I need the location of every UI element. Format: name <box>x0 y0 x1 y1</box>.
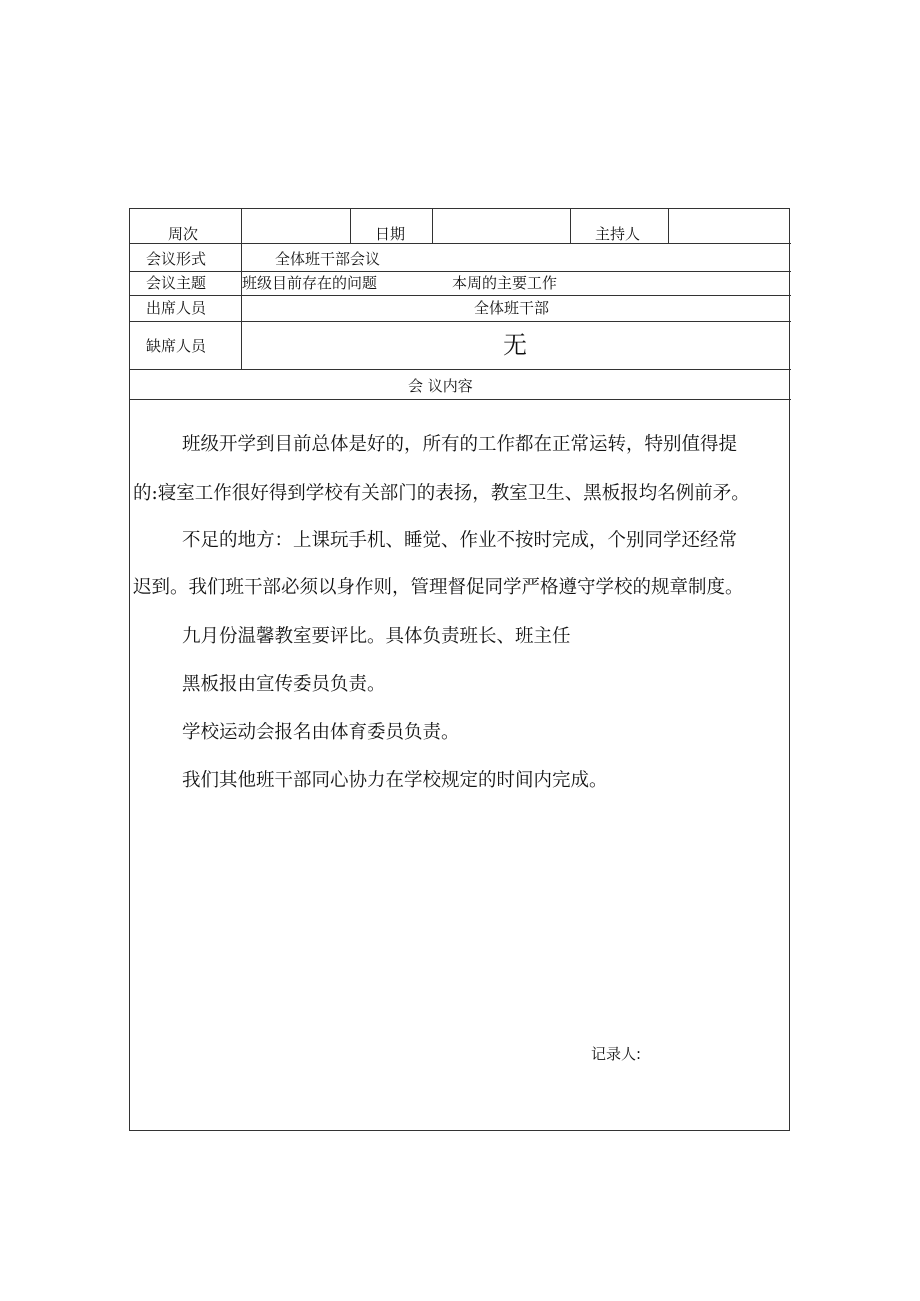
row-divider <box>130 243 791 244</box>
attendees-label: 出席人员 <box>146 299 207 317</box>
content-heading: 会 议内容 <box>408 377 473 395</box>
date-label: 日期 <box>375 225 406 243</box>
row-divider <box>130 295 791 296</box>
content-paragraph: 九月份温馨教室要评比。具体负责班长、班主任 <box>182 626 571 647</box>
column-divider <box>570 209 571 243</box>
meeting-topic-value-1: 班级目前存在的问题 <box>242 274 378 292</box>
content-paragraph: 学校运动会报名由体育委员负责。 <box>182 722 460 743</box>
content-paragraph: 不足的地方：上课玩手机、睡觉、作业不按时完成，个别同学还经常 <box>182 530 738 551</box>
host-label: 主持人 <box>595 225 641 243</box>
meeting-form-label: 会议形式 <box>146 250 207 268</box>
absentees-label: 缺席人员 <box>146 337 207 355</box>
row-divider <box>130 369 791 370</box>
meeting-topic-value-2: 本周的主要工作 <box>452 274 558 292</box>
column-divider <box>668 209 669 243</box>
row-divider <box>130 271 791 272</box>
content-paragraph: 我们其他班干部同心协力在学校规定的时间内完成。 <box>182 770 608 791</box>
content-paragraph: 班级开学到目前总体是好的，所有的工作都在正常运转，特别值得提 <box>182 434 738 455</box>
absentees-value: 无 <box>503 331 527 359</box>
meeting-form-value: 全体班干部会议 <box>275 250 381 268</box>
attendees-value: 全体班干部 <box>474 299 550 317</box>
content-paragraph: 的:寝室工作很好得到学校有关部门的表扬，教室卫生、黑板报均名例前矛。 <box>133 483 750 504</box>
column-divider <box>432 209 433 243</box>
row-divider <box>130 399 791 400</box>
content-paragraph: 迟到。我们班干部必须以身作则，管理督促同学严格遵守学校的规章制度。 <box>133 577 744 598</box>
column-divider <box>350 209 351 243</box>
week-label: 周次 <box>168 225 199 243</box>
content-paragraph: 黑板报由宣传委员负责。 <box>182 674 386 695</box>
meeting-record-form <box>129 208 790 1131</box>
meeting-topic-label: 会议主题 <box>146 274 207 292</box>
recorder-label: 记录人: <box>591 1045 642 1063</box>
row-divider <box>130 321 791 322</box>
